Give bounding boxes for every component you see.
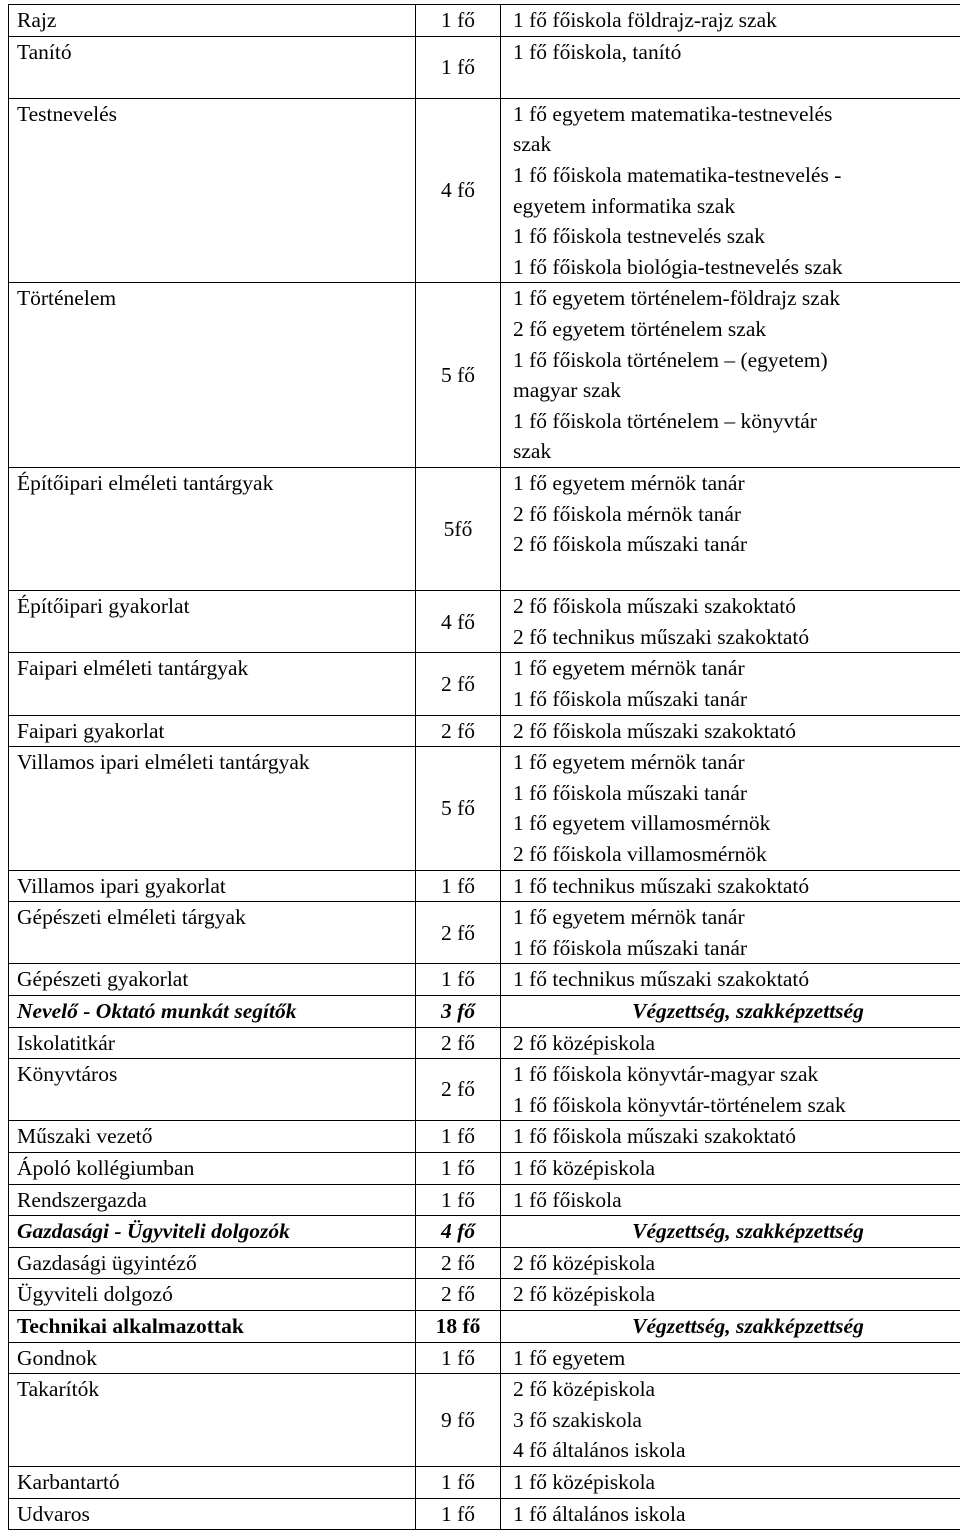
- headcount-cell: 3 fő: [416, 996, 501, 1028]
- qualification-line: 4 fő általános iskola: [513, 1435, 960, 1466]
- qualification-line: 1 fő főiskola testnevelés szak: [513, 221, 960, 252]
- qualification-line: egyetem informatika szak: [513, 191, 960, 222]
- role-cell: Faipari elméleti tantárgyak: [9, 653, 416, 715]
- qualification-line: 2 fő középiskola: [513, 1248, 960, 1279]
- headcount-cell: 4 fő: [416, 98, 501, 283]
- qualification-cell: [501, 1310, 960, 1342]
- qualification-line: 2 fő főiskola villamosmérnök: [513, 839, 960, 870]
- qualification-cell: [501, 591, 960, 653]
- role-cell: Takarítók: [9, 1374, 416, 1467]
- headcount-cell: 1 fő: [416, 964, 501, 996]
- table-row: [9, 1027, 960, 1059]
- table-row: [9, 467, 960, 590]
- qualification-line: 2 fő főiskola műszaki tanár: [513, 529, 960, 560]
- qualification-line: 2 fő középiskola: [513, 1279, 960, 1310]
- qualification-line: 1 fő főiskola történelem – (egyetem): [513, 345, 960, 376]
- qualification-line: 2 fő főiskola műszaki szakoktató: [513, 591, 960, 622]
- qualification-cell: [501, 1247, 960, 1279]
- qualification-line: 1 fő egyetem mérnök tanár: [513, 468, 960, 499]
- table-row: [9, 870, 960, 902]
- qualification-cell: [501, 98, 960, 283]
- headcount-cell: 2 fő: [416, 1027, 501, 1059]
- qualification-cell: [501, 1342, 960, 1374]
- role-cell: Faipari gyakorlat: [9, 715, 416, 747]
- role-cell: Rajz: [9, 5, 416, 37]
- role-cell: Gépészeti elméleti tárgyak: [9, 902, 416, 964]
- headcount-cell: 4 fő: [416, 591, 501, 653]
- table-row: [9, 1059, 960, 1121]
- headcount-cell: 2 fő: [416, 1059, 501, 1121]
- qualification-cell: [501, 1374, 960, 1467]
- qualification-cell: [501, 283, 960, 468]
- role-cell: Nevelő - Oktató munkát segítők: [9, 996, 416, 1028]
- role-cell: Karbantartó: [9, 1466, 416, 1498]
- table-row: [9, 5, 960, 37]
- qualification-cell: [501, 747, 960, 870]
- qualification-line: 1 fő egyetem mérnök tanár: [513, 747, 960, 778]
- role-cell: Ápoló kollégiumban: [9, 1152, 416, 1184]
- table-row: [9, 1342, 960, 1374]
- headcount-cell: 18 fő: [416, 1310, 501, 1342]
- table-row: [9, 1374, 960, 1467]
- headcount-cell: 2 fő: [416, 653, 501, 715]
- qualification-line: magyar szak: [513, 375, 960, 406]
- role-cell: Technikai alkalmazottak: [9, 1310, 416, 1342]
- headcount-cell: 5 fő: [416, 283, 501, 468]
- qualification-line: 2 fő középiskola: [513, 1374, 960, 1405]
- qualification-line: 1 fő egyetem mérnök tanár: [513, 653, 960, 684]
- qualification-line: 2 fő főiskola műszaki szakoktató: [513, 716, 960, 747]
- qualification-line: 1 fő egyetem: [513, 1343, 960, 1374]
- qualification-cell: [501, 467, 960, 590]
- qualification-cell: [501, 653, 960, 715]
- headcount-cell: 2 fő: [416, 715, 501, 747]
- qualification-line: szak: [513, 436, 960, 467]
- headcount-cell: 1 fő: [416, 1184, 501, 1216]
- staff-qualification-table: [8, 4, 960, 1530]
- qualification-line: 1 fő főiskola műszaki tanár: [513, 684, 960, 715]
- headcount-cell: 2 fő: [416, 1279, 501, 1311]
- role-cell: Rendszergazda: [9, 1184, 416, 1216]
- qualification-line: 2 fő főiskola mérnök tanár: [513, 499, 960, 530]
- qualification-cell: [501, 902, 960, 964]
- headcount-cell: 1 fő: [416, 5, 501, 37]
- qualification-line: 1 fő egyetem történelem-földrajz szak: [513, 283, 960, 314]
- qualification-line: [513, 560, 960, 591]
- table-row: [9, 36, 960, 98]
- headcount-cell: 1 fő: [416, 1342, 501, 1374]
- table-row: [9, 1279, 960, 1311]
- role-cell: Villamos ipari gyakorlat: [9, 870, 416, 902]
- qualification-cell: [501, 1466, 960, 1498]
- role-cell: Iskolatitkár: [9, 1027, 416, 1059]
- qualification-cell: [501, 1498, 960, 1530]
- qualification-line: 1 fő főiskola biológia-testnevelés szak: [513, 252, 960, 283]
- qualification-cell: [501, 1059, 960, 1121]
- category-row: [9, 996, 960, 1028]
- role-cell: Villamos ipari elméleti tantárgyak: [9, 747, 416, 870]
- table-row: [9, 283, 960, 468]
- qualification-cell: [501, 1027, 960, 1059]
- role-cell: Történelem: [9, 283, 416, 468]
- qualification-line: 1 fő egyetem matematika-testnevelés: [513, 99, 960, 130]
- table-row: [9, 1121, 960, 1153]
- headcount-cell: 1 fő: [416, 1498, 501, 1530]
- table-row: [9, 1184, 960, 1216]
- role-cell: Gépészeti gyakorlat: [9, 964, 416, 996]
- table-row: [9, 747, 960, 870]
- category-row: [9, 1310, 960, 1342]
- qualification-cell: [501, 1152, 960, 1184]
- qualification-cell: [501, 36, 960, 98]
- qualification-line: 3 fő szakiskola: [513, 1405, 960, 1436]
- qualification-line: 1 fő főiskola földrajz-rajz szak: [513, 5, 960, 36]
- qualification-line: [513, 67, 960, 98]
- headcount-cell: 1 fő: [416, 870, 501, 902]
- headcount-cell: 1 fő: [416, 1152, 501, 1184]
- table-row: [9, 1466, 960, 1498]
- qualification-line: 1 fő főiskola könyvtár-történelem szak: [513, 1090, 960, 1121]
- headcount-cell: 4 fő: [416, 1216, 501, 1248]
- table-row: [9, 1498, 960, 1530]
- qualification-cell: [501, 1279, 960, 1311]
- qualification-cell: [501, 1184, 960, 1216]
- headcount-cell: 1 fő: [416, 1121, 501, 1153]
- table-row: [9, 98, 960, 283]
- table-row: [9, 1247, 960, 1279]
- qualification-line: 2 fő egyetem történelem szak: [513, 314, 960, 345]
- table-row: [9, 1152, 960, 1184]
- qualification-line: 1 fő főiskola, tanító: [513, 37, 960, 68]
- qualification-line: Végzettség, szakképzettség: [513, 996, 960, 1027]
- headcount-cell: 2 fő: [416, 1247, 501, 1279]
- qualification-line: 1 fő középiskola: [513, 1153, 960, 1184]
- qualification-line: Végzettség, szakképzettség: [513, 1216, 960, 1247]
- headcount-cell: 9 fő: [416, 1374, 501, 1467]
- role-cell: Tanító: [9, 36, 416, 98]
- table-row: [9, 591, 960, 653]
- qualification-line: 1 fő főiskola: [513, 1185, 960, 1216]
- qualification-line: 1 fő főiskola műszaki tanár: [513, 778, 960, 809]
- table-row: [9, 715, 960, 747]
- qualification-line: 1 fő általános iskola: [513, 1499, 960, 1530]
- table-row: [9, 653, 960, 715]
- headcount-cell: 5fő: [416, 467, 501, 590]
- qualification-line: 1 fő főiskola történelem – könyvtár: [513, 406, 960, 437]
- role-cell: Ügyviteli dolgozó: [9, 1279, 416, 1311]
- table-row: [9, 902, 960, 964]
- qualification-line: 1 fő egyetem villamosmérnök: [513, 808, 960, 839]
- qualification-line: 2 fő technikus műszaki szakoktató: [513, 622, 960, 653]
- headcount-cell: 1 fő: [416, 1466, 501, 1498]
- table-body: [9, 5, 960, 1530]
- role-cell: Udvaros: [9, 1498, 416, 1530]
- role-cell: Gondnok: [9, 1342, 416, 1374]
- qualification-line: 1 fő technikus műszaki szakoktató: [513, 964, 960, 995]
- qualification-cell: [501, 996, 960, 1028]
- qualification-line: 1 fő középiskola: [513, 1467, 960, 1498]
- qualification-line: szak: [513, 129, 960, 160]
- qualification-cell: [501, 870, 960, 902]
- headcount-cell: 5 fő: [416, 747, 501, 870]
- qualification-cell: [501, 964, 960, 996]
- qualification-line: 1 fő főiskola matematika-testnevelés -: [513, 160, 960, 191]
- qualification-cell: [501, 1216, 960, 1248]
- qualification-line: 1 fő főiskola műszaki tanár: [513, 933, 960, 964]
- headcount-cell: 1 fő: [416, 36, 501, 98]
- qualification-cell: [501, 715, 960, 747]
- role-cell: Testnevelés: [9, 98, 416, 283]
- qualification-cell: [501, 1121, 960, 1153]
- role-cell: Gazdasági - Ügyviteli dolgozók: [9, 1216, 416, 1248]
- category-row: [9, 1216, 960, 1248]
- qualification-line: 2 fő középiskola: [513, 1028, 960, 1059]
- role-cell: Építőipari gyakorlat: [9, 591, 416, 653]
- role-cell: Gazdasági ügyintéző: [9, 1247, 416, 1279]
- qualification-line: 1 fő főiskola könyvtár-magyar szak: [513, 1059, 960, 1090]
- qualification-line: 1 fő egyetem mérnök tanár: [513, 902, 960, 933]
- headcount-cell: 2 fő: [416, 902, 501, 964]
- table-row: [9, 964, 960, 996]
- qualification-cell: [501, 5, 960, 37]
- role-cell: Könyvtáros: [9, 1059, 416, 1121]
- role-cell: Építőipari elméleti tantárgyak: [9, 467, 416, 590]
- qualification-line: 1 fő technikus műszaki szakoktató: [513, 871, 960, 902]
- qualification-line: Végzettség, szakképzettség: [513, 1311, 960, 1342]
- qualification-line: 1 fő főiskola műszaki szakoktató: [513, 1121, 960, 1152]
- role-cell: Műszaki vezető: [9, 1121, 416, 1153]
